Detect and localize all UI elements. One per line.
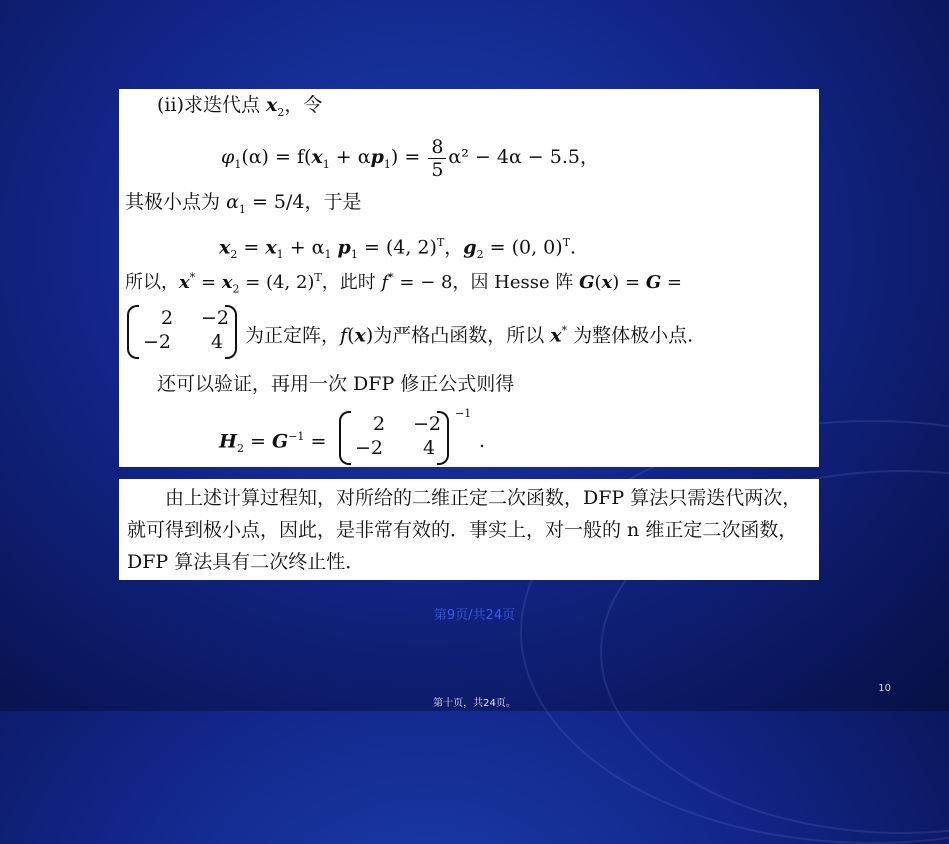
line-h2-equation: $H_2 = G^{-1}$ = — [219, 430, 327, 456]
matrix-cell: −2 — [355, 437, 384, 459]
summary-paragraph: 由上述计算过程知，对所给的二维正定二次函数，DFP 算法只需迭代两次，就可得到极小点，因此，是非常有效的．事实上，对一般的 n 维正定二次函数，DFP 算法具有二次终止性． — [127, 487, 802, 573]
page-indicator: 第9页/共24页 — [433, 608, 516, 623]
period: . — [479, 430, 486, 452]
content-panel-bottom — [119, 479, 819, 580]
matrix-cell: 4 — [211, 331, 224, 353]
matrix-cell: 2 — [373, 413, 386, 435]
matrix-cell: −2 — [143, 331, 172, 353]
line-phi-equation: $\varphi_1(\alpha) = f(x_1 + \alpha p_1)$ = $\frac{8}{5}$ α² − 4α − 5.5， — [221, 135, 599, 181]
left-bracket — [339, 411, 351, 465]
fraction-8-5: $\frac{8}{5}$ — [428, 136, 446, 181]
footer-note: 第十页，共24页。 — [433, 698, 516, 709]
matrix-cell: −2 — [413, 413, 442, 435]
content-panel-top — [119, 89, 819, 467]
matrix-cell: 2 — [161, 307, 174, 329]
inverse-exponent: −1 — [455, 407, 472, 420]
line-conclusion-hesse: 所以，$x^* = x_2 = (4$, 2)$^T$，此时 f* = − 8，因 Hesse 阵 G(x) = G = — [125, 271, 682, 296]
inverse-matrix — [339, 411, 451, 461]
hesse-matrix — [127, 305, 239, 355]
line-x2-g2: $x_2 = x_1 + \alpha_1$ $p_1 = (4$, 2)$^T$，$g_2 = (0$, 0)$^T$. — [219, 236, 577, 262]
line-positive-definite: 为正定阵，f(x)为严格凸函数，所以 x* 为整体极小点. — [245, 324, 694, 347]
matrix-cell: −2 — [201, 307, 230, 329]
matrix-cell: 4 — [423, 437, 436, 459]
line-find-iterate: (ii)求迭代点 $x_2$，令 — [157, 94, 323, 119]
line-dfp-verify: 还可以验证，再用一次 DFP 修正公式则得 — [157, 373, 515, 395]
left-bracket — [127, 305, 139, 359]
line-minimum-point: 其极小点为 $\alpha_1 = 5/4$，于是 — [125, 191, 362, 216]
slide-number: 10 — [878, 683, 891, 694]
